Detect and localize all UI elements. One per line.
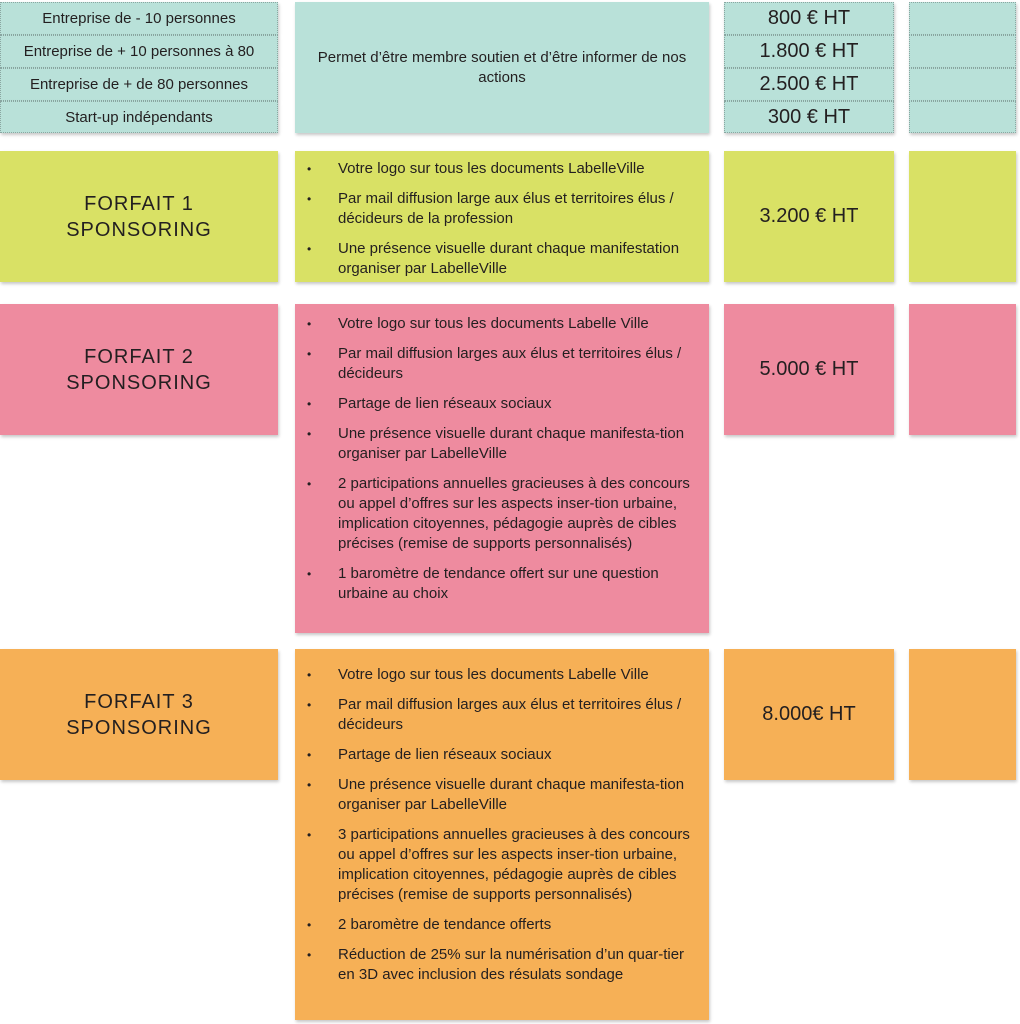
forfait-title-text xyxy=(66,191,212,243)
membership-row-label xyxy=(0,68,278,101)
bullet-icon: • xyxy=(307,317,312,331)
feature-item xyxy=(295,695,709,735)
feature-text: Partage de lien réseaux sociaux xyxy=(338,395,552,412)
bullet-icon: • xyxy=(307,192,312,206)
forfait-1-blank-cell xyxy=(909,151,1016,282)
forfait-title-text xyxy=(66,689,212,741)
membership-description xyxy=(295,2,709,133)
membership-label-text: Entreprise de - 10 personnes xyxy=(42,10,236,27)
membership-price xyxy=(724,68,894,101)
bullet-icon: • xyxy=(307,347,312,361)
membership-row-label xyxy=(0,101,278,133)
membership-label-text: Start-up indépendants xyxy=(65,108,213,126)
feature-item xyxy=(295,474,709,554)
forfait-3-title xyxy=(0,649,278,780)
forfait-3-price xyxy=(724,649,894,780)
forfait-3-blank-cell xyxy=(909,649,1016,780)
forfait-2-blank-cell xyxy=(909,304,1016,435)
forfait-title-line1: FORFAIT 2 xyxy=(84,345,194,368)
feature-text: Votre logo sur tous les documents LabelleVille xyxy=(338,160,645,177)
bullet-icon: • xyxy=(307,668,312,682)
forfait-title-line2: SPONSORING xyxy=(66,218,212,241)
bullet-icon: • xyxy=(307,242,312,256)
membership-blank-cell xyxy=(909,68,1016,101)
bullet-icon: • xyxy=(307,567,312,581)
forfait-3-features xyxy=(295,649,709,1020)
membership-row-label xyxy=(0,2,278,35)
feature-item xyxy=(295,945,709,985)
bullet-icon: • xyxy=(307,748,312,762)
feature-item xyxy=(295,159,709,179)
feature-item xyxy=(295,775,709,815)
forfait-1-price xyxy=(724,151,894,282)
feature-item xyxy=(295,825,709,905)
forfait-2-price xyxy=(724,304,894,435)
forfait-title-line2: SPONSORING xyxy=(66,371,212,394)
bullet-icon: • xyxy=(307,162,312,176)
feature-text: Par mail diffusion larges aux élus et territoires élus / décideurs xyxy=(338,696,682,733)
feature-list xyxy=(295,665,709,985)
feature-text: Une présence visuelle durant chaque manifesta-tion organiser par LabelleVille xyxy=(338,776,685,813)
feature-item xyxy=(295,424,709,464)
feature-text: 2 participations annuelles gracieuses à des concours ou appel d’offres sur les aspects inser-tion urbaine, implication citoyennes, pédagogie auprès de cibles précises (remise de supports personnalisés) xyxy=(338,475,690,552)
price-text: 3.200 € HT xyxy=(759,205,859,227)
membership-price-text: 1.800 € HT xyxy=(759,40,859,62)
feature-item xyxy=(295,394,709,414)
feature-item xyxy=(295,564,709,604)
feature-text: Réduction de 25% sur la numérisation d’un quar-tier en 3D avec inclusion des résulats sondage xyxy=(338,946,685,983)
bullet-icon: • xyxy=(307,698,312,712)
feature-item xyxy=(295,239,709,279)
feature-item xyxy=(295,745,709,765)
forfait-2-features xyxy=(295,304,709,633)
feature-item xyxy=(295,915,709,935)
feature-text: Par mail diffusion larges aux élus et territoires élus / décideurs xyxy=(338,345,682,382)
membership-blank-cell xyxy=(909,101,1016,133)
price-text: 5.000 € HT xyxy=(759,358,859,380)
membership-price xyxy=(724,35,894,68)
feature-text: Votre logo sur tous les documents Labelle Ville xyxy=(338,315,649,332)
feature-item xyxy=(295,314,709,334)
membership-label-text: Entreprise de + 10 personnes à 80 xyxy=(23,43,255,60)
membership-price-text: 800 € HT xyxy=(767,7,851,29)
price-text: 8.000€ HT xyxy=(762,703,856,725)
membership-label-text: Entreprise de + de 80 personnes xyxy=(29,76,249,93)
forfait-title-line1: FORFAIT 1 xyxy=(84,192,194,215)
bullet-icon: • xyxy=(307,948,312,962)
forfait-2-title xyxy=(0,304,278,435)
membership-blank-cell xyxy=(909,35,1016,68)
feature-list xyxy=(295,159,709,279)
forfait-title-line2: SPONSORING xyxy=(66,716,212,739)
membership-description-text: Permet d’être membre soutien et d’être informer de nos actions xyxy=(317,48,687,86)
bullet-icon: • xyxy=(307,427,312,441)
feature-text: Une présence visuelle durant chaque manifesta-tion organiser par LabelleVille xyxy=(338,425,685,462)
feature-item xyxy=(295,344,709,384)
feature-text: Votre logo sur tous les documents Labelle Ville xyxy=(338,666,649,683)
forfait-1-features xyxy=(295,151,709,282)
bullet-icon: • xyxy=(307,778,312,792)
bullet-icon: • xyxy=(307,397,312,411)
feature-list xyxy=(295,314,709,604)
feature-text: Partage de lien réseaux sociaux xyxy=(338,746,552,763)
membership-blank-cell xyxy=(909,2,1016,35)
membership-price-text: 2.500 € HT xyxy=(759,73,859,95)
feature-text: 3 participations annuelles gracieuses à des concours ou appel d’offres sur les aspects inser-tion urbaine, implication citoyennes, pédagogie auprès de cibles précises (remise de supports personnalisés) xyxy=(338,826,690,903)
forfait-title-line1: FORFAIT 3 xyxy=(84,690,194,713)
feature-text: Une présence visuelle durant chaque manifestation organiser par LabelleVille xyxy=(338,240,680,277)
forfait-1-title xyxy=(0,151,278,282)
bullet-icon: • xyxy=(307,918,312,932)
feature-text: Par mail diffusion large aux élus et territoires élus / décideurs de la profession xyxy=(338,190,674,227)
bullet-icon: • xyxy=(307,477,312,491)
feature-text: 1 baromètre de tendance offert sur une question urbaine au choix xyxy=(338,565,659,602)
membership-price-text: 300 € HT xyxy=(767,105,851,128)
membership-price xyxy=(724,101,894,133)
bullet-icon: • xyxy=(307,828,312,842)
membership-row-label xyxy=(0,35,278,68)
feature-text: 2 baromètre de tendance offerts xyxy=(338,916,552,933)
feature-item xyxy=(295,189,709,229)
membership-price xyxy=(724,2,894,35)
forfait-title-text xyxy=(66,344,212,396)
feature-item xyxy=(295,665,709,685)
